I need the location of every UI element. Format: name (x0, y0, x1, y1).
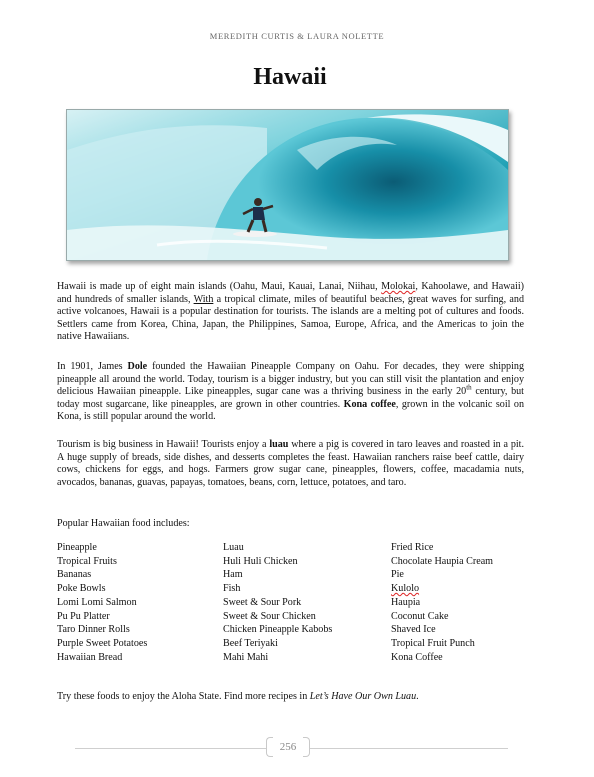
bracket-left-icon (266, 737, 273, 757)
food-column-1 (57, 541, 217, 664)
food-column-3 (391, 541, 527, 664)
list-item: Tropical Fruits (57, 555, 117, 567)
bracket-right-icon (303, 737, 310, 757)
paragraph-islands: Hawaii is made up of eight main islands (Oahu, Maui, Kauai, Lanai, Niihau, Molokai, Kahoolawe, and Hawaii) and hundreds of smaller islands, With a tropical climate, miles of beautiful beaches, great waves for surfing, and active volcanoes, Hawaii is a popular destination for tourists. The islands are a melting pot of cultures and foods. Settlers came from Korea, China, Japan, the Philippines, Samoa, Europe, Africa, and the Americas to join the native Hawaiians. (57, 281, 525, 343)
list-item: Bananas (57, 569, 92, 581)
list-item: Hawaiian Bread (57, 651, 123, 663)
list-item: Huli Huli Chicken (223, 555, 298, 567)
list-item: Pineapple (57, 542, 97, 553)
surfing-wave-photo (66, 109, 509, 261)
list-item: Mahi Mahi (223, 651, 269, 663)
list-item: Ham (223, 569, 243, 581)
list-item: Chocolate Haupia Cream (391, 555, 494, 567)
list-item: Taro Dinner Rolls (57, 624, 130, 636)
list-item: Fried Rice (391, 542, 434, 553)
foods-intro: Popular Hawaiian food includes: (57, 518, 190, 529)
list-item: Kulolo (391, 583, 420, 595)
running-head: MEREDITH CURTIS & LAURA NOLETTE (209, 31, 385, 41)
list-item: Kona Coffee (391, 651, 443, 663)
list-item: Beef Teriyaki (223, 637, 278, 649)
list-item: Sweet & Sour Pork (223, 596, 302, 608)
list-item: Sweet & Sour Chicken (223, 610, 316, 622)
footer-rule-left (75, 748, 266, 749)
footer-rule-right (310, 748, 508, 749)
page-title: Hawaii (253, 64, 327, 90)
list-item: Coconut Cake (391, 610, 449, 622)
list-item: Pie (391, 569, 404, 581)
list-item: Poke Bowls (57, 583, 106, 595)
closing-paragraph: Try these foods to enjoy the Aloha State. Find more recipes in Let’s Have Our Own Luau. (57, 691, 419, 702)
list-item: Lomi Lomi Salmon (57, 596, 137, 608)
list-item: Fish (223, 583, 241, 595)
list-item: Tropical Fruit Punch (391, 637, 475, 649)
wave-illustration (67, 110, 508, 260)
paragraph-tourism: Tourism is big business in Hawaii! Tourists enjoy a luau where a pig is covered in taro leaves and roasted in a pit. A huge supply of breads, side dishes, and desserts completes the feast. Hawaiian ranchers raise beef cattle, dairy cows, chickens for eggs, and hogs. Farmers grow sugar cane, pineapples, flowers, coffee, macadamia nuts, avocados, bananas, guavas, papayas, tomatoes, beans, corn, lettuce, potatoes, and taro. (57, 439, 524, 488)
list-item: Haupia (391, 596, 421, 608)
page-number: 256 (266, 737, 310, 757)
list-item: Chicken Pineapple Kabobs (223, 624, 333, 636)
list-item: Luau (223, 542, 244, 553)
list-item: Pu Pu Platter (57, 610, 110, 622)
list-item: Purple Sweet Potatoes (57, 637, 148, 649)
paragraph-pineapple: In 1901, James Dole founded the Hawaiian Pineapple Company on Oahu. For decades, they were shipping pineapple all around the world. Today, tourism is a bigger industry, but you can still visit the plantation and enjoy delicious Hawaiian pineapple. Like pineapples, sugar cane was a thriving business in the early 20th century, but today most sugarcane, like pineapples, are grown in other countries. Kona coffee, grown in the volcanic soil on Kona, is still popular around the world. (57, 361, 524, 423)
food-column-2 (223, 541, 383, 664)
list-item: Shaved Ice (391, 624, 436, 636)
